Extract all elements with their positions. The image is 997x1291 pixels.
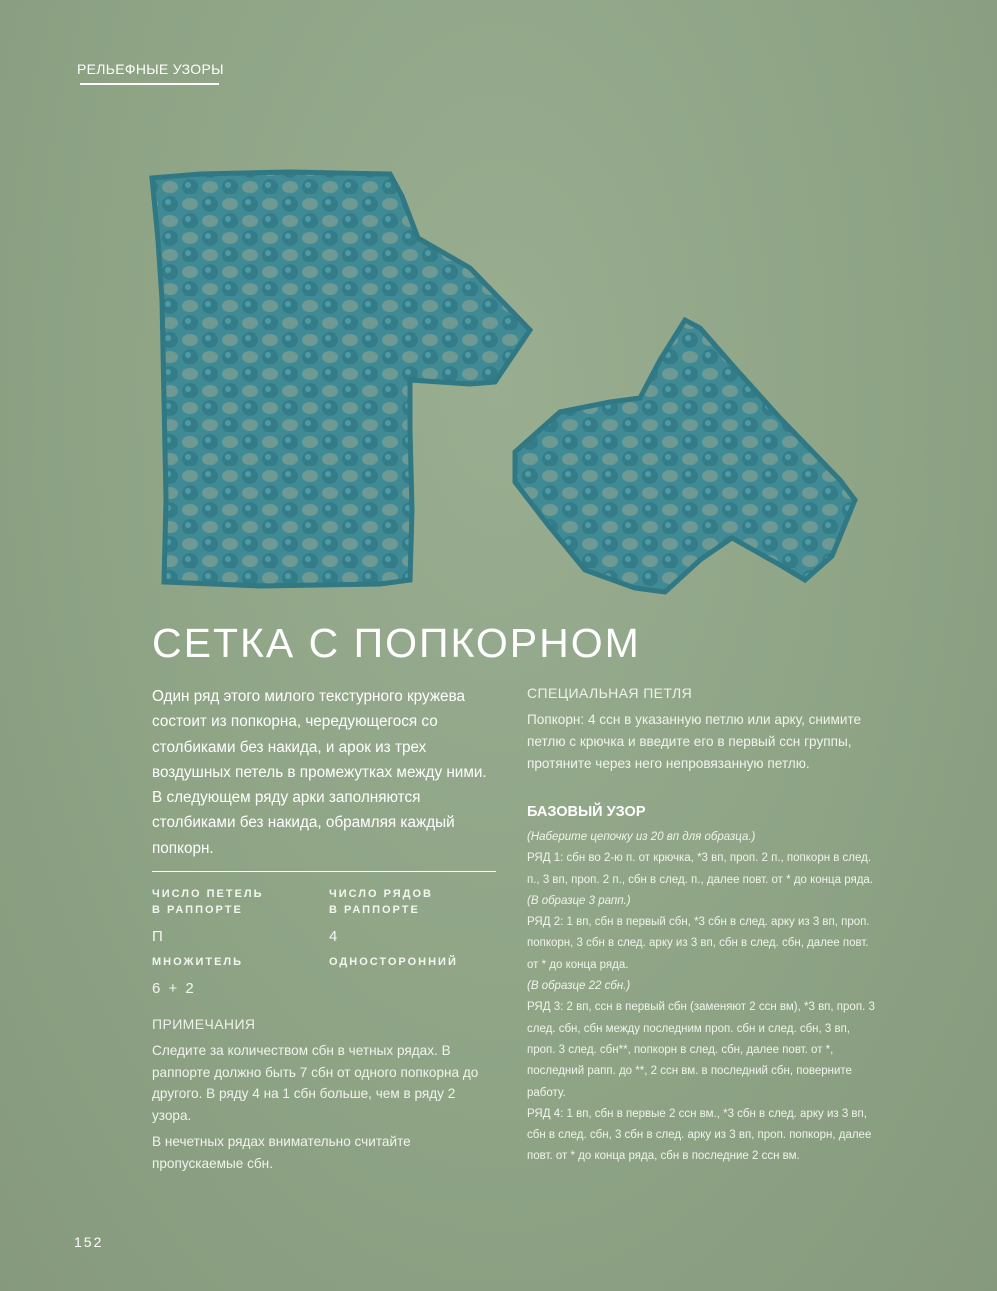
multiplier-label: МНОЖИТЕЛЬ (152, 956, 244, 968)
base-pattern-instructions (527, 827, 877, 1168)
swatch-photo (140, 160, 880, 610)
intro-divider (152, 871, 496, 872)
multiplier-value: 6 + 2 (152, 980, 196, 997)
row-4: РЯД 4: 1 вп, сбн в первые 2 ссн вм., *3 сбн в след. арку из 3 вп, сбн в след. сбн, 3 сбн в след. арку из 3 вп, проп. попкорн, далее повт. от * до конца ряда, сбн в последние 2 ссн вм. (527, 1107, 872, 1163)
page-number: 152 (74, 1234, 104, 1250)
crochet-swatches-image (140, 160, 880, 610)
small-swatch (515, 320, 855, 592)
row-repeat-value: 4 (329, 928, 340, 945)
notes-paragraph-2: В нечетных рядах внимательно считайте пропускаемые сбн. (152, 1134, 411, 1171)
row-3: РЯД 3: 2 вп, ссн в первый сбн (заменяют 2 ссн вм), *3 вп, проп. 3 след. сбн, сбн между последним проп. сбн и след. сбн, 3 вп, проп. 3 след. сбн**, попкорн в след. сбн, далее повт. от *, последний рапп. до **, 2 ссн вм. в последний сбн, поверните работу. (527, 1001, 875, 1099)
one-sided-label: ОДНОСТОРОННИЙ (329, 956, 458, 968)
section-title: РЕЛЬЕФНЫЕ УЗОРЫ (77, 61, 224, 77)
stitch-repeat-value: П (152, 928, 165, 945)
row-repeat-label (329, 886, 433, 918)
base-pattern-heading: БАЗОВЫЙ УЗОР (527, 804, 646, 820)
row-1: РЯД 1: сбн во 2-ю п. от крючка, *3 вп, проп. 2 п., попкорн в след. п., 3 вп, проп. 2 п., сбн в след. п., далее повт. от * до конца ряда. (527, 852, 873, 886)
stitch-repeat-label-line-2: В РАППОРТЕ (152, 904, 243, 916)
notes-paragraph-1: Следите за количеством сбн в четных рядах. В раппорте должно быть 7 сбн от одного попкорна до другого. В ряду 4 на 1 сбн больше, чем в ряду 2 узора. (152, 1043, 479, 1123)
row-1-note: (В образце 3 рапп.) (527, 894, 631, 907)
notes-text (152, 1040, 497, 1179)
stitch-repeat-label (152, 886, 264, 918)
intro-paragraph: Один ряд этого милого текстурного кружева состоит из попкорна, чередующегося со столбиками без накида, и арок из трех воздушных петель в промежутках между ними. В следующем ряду арки заполняются столбиками без накида, обрамляя каждый попкорн. (152, 688, 487, 857)
stitch-repeat-label-line-1: ЧИСЛО ПЕТЕЛЬ (152, 888, 264, 900)
setup-note: (Наберите цепочку из 20 вп для образца.) (527, 831, 756, 843)
section-underline (80, 83, 219, 85)
special-stitch-text: Попкорн: 4 ссн в указанную петлю или арку, снимите петлю с крючка и введите его в первый ссн группы, протяните через него непровязанную петлю. (527, 712, 862, 771)
row-2-note: (В образце 22 сбн.) (527, 980, 631, 993)
row-repeat-label-line-1: ЧИСЛО РЯДОВ (329, 888, 433, 900)
special-stitch-heading: СПЕЦИАЛЬНАЯ ПЕТЛЯ (527, 685, 693, 701)
large-swatch (152, 172, 530, 586)
page-title: СЕТКА С ПОПКОРНОМ (152, 620, 641, 666)
notes-heading: ПРИМЕЧАНИЯ (152, 1016, 256, 1032)
row-2: РЯД 2: 1 вп, сбн в первый сбн, *3 сбн в след. арку из 3 вп, проп. попкорн, 3 сбн в след. арку из 3 вп, сбн в след. сбн, далее повт. от * до конца ряда. (527, 916, 870, 971)
row-repeat-label-line-2: В РАППОРТЕ (329, 904, 420, 916)
